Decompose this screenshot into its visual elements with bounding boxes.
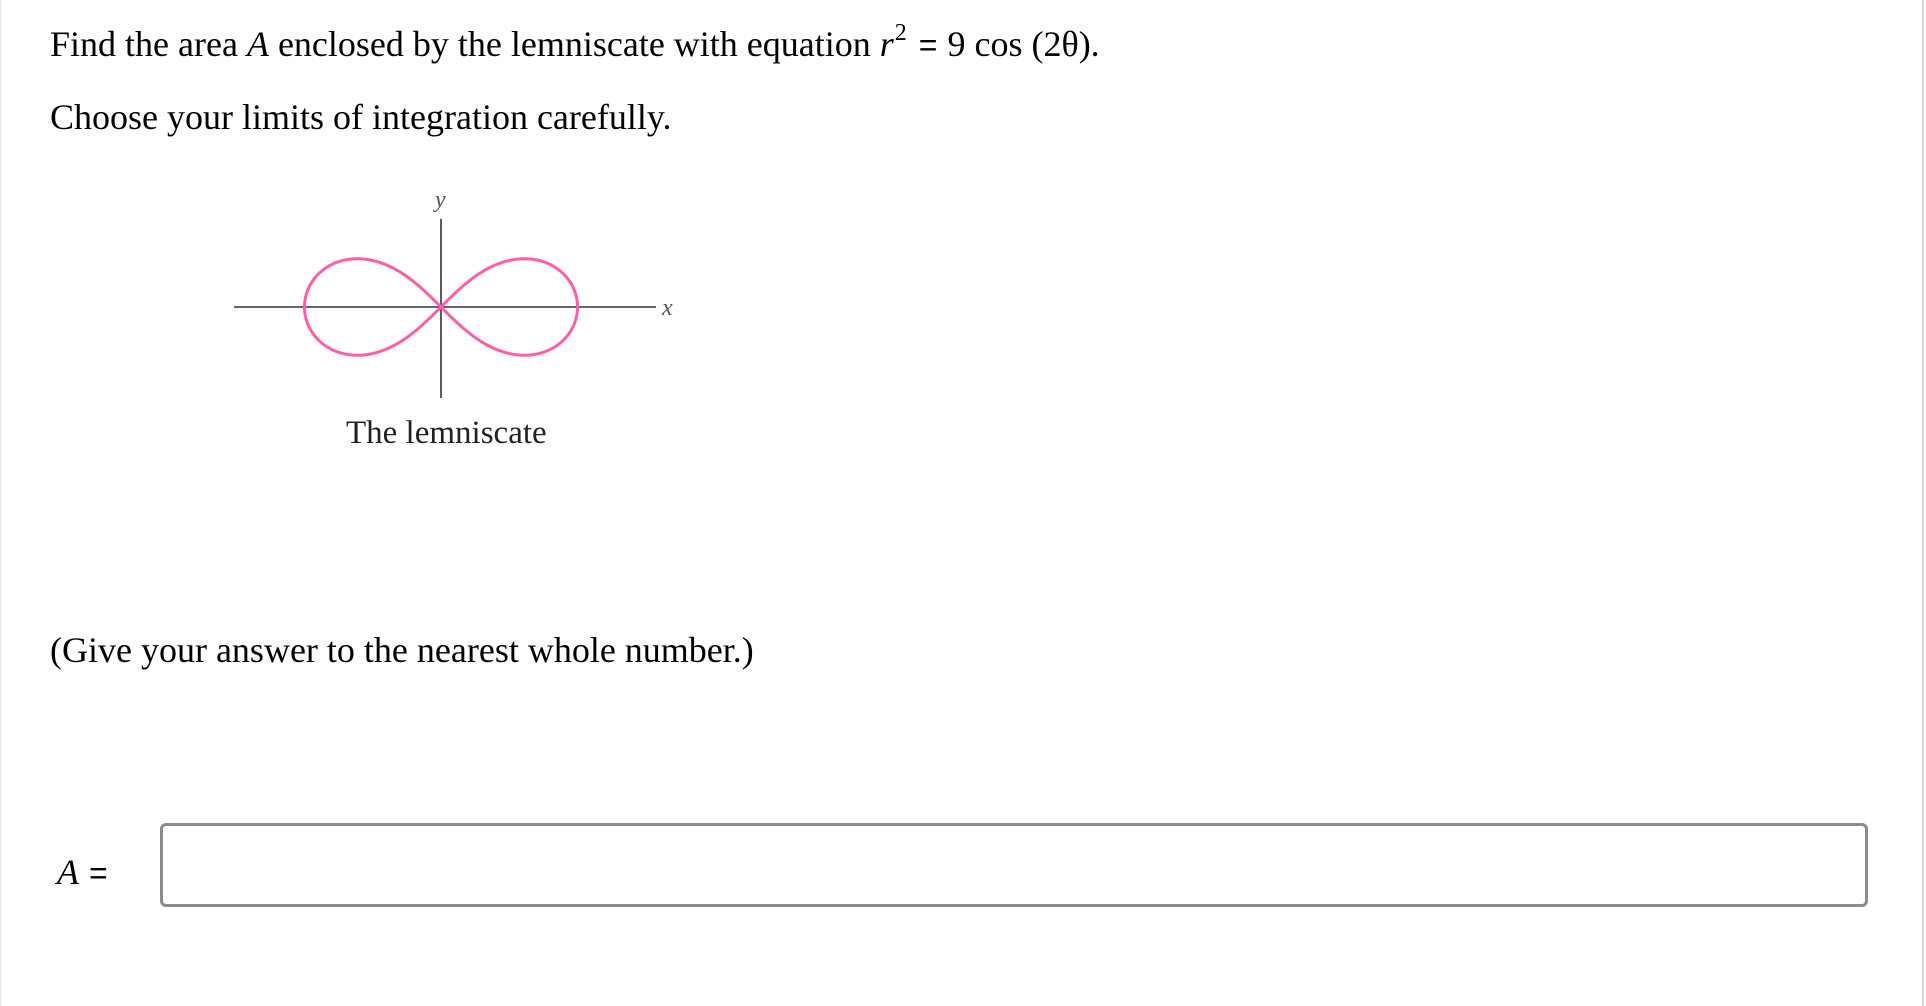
answer-input[interactable] <box>160 823 1868 907</box>
equals-sign: = <box>918 27 938 63</box>
question-text-prefix: Find the area <box>50 24 247 64</box>
instruction-text: Choose your limits of integration carefully. <box>50 97 672 137</box>
x-axis-label: x <box>662 295 673 321</box>
area-variable: A <box>246 24 269 64</box>
radius-variable: r <box>879 24 894 64</box>
rounding-instruction: (Give your answer to the nearest whole number.) <box>50 630 754 670</box>
exponent: 2 <box>894 20 907 46</box>
question-text-middle: enclosed by the lemniscate with equation <box>268 24 880 64</box>
answer-equals: = <box>89 855 108 891</box>
figure-caption: The lemniscate <box>346 415 547 451</box>
y-axis-label: y <box>435 187 446 213</box>
equation-rhs: 9 cos (2θ). <box>947 24 1100 64</box>
question-statement <box>50 22 1100 71</box>
answer-variable: A <box>57 852 79 892</box>
answer-label <box>57 850 108 895</box>
